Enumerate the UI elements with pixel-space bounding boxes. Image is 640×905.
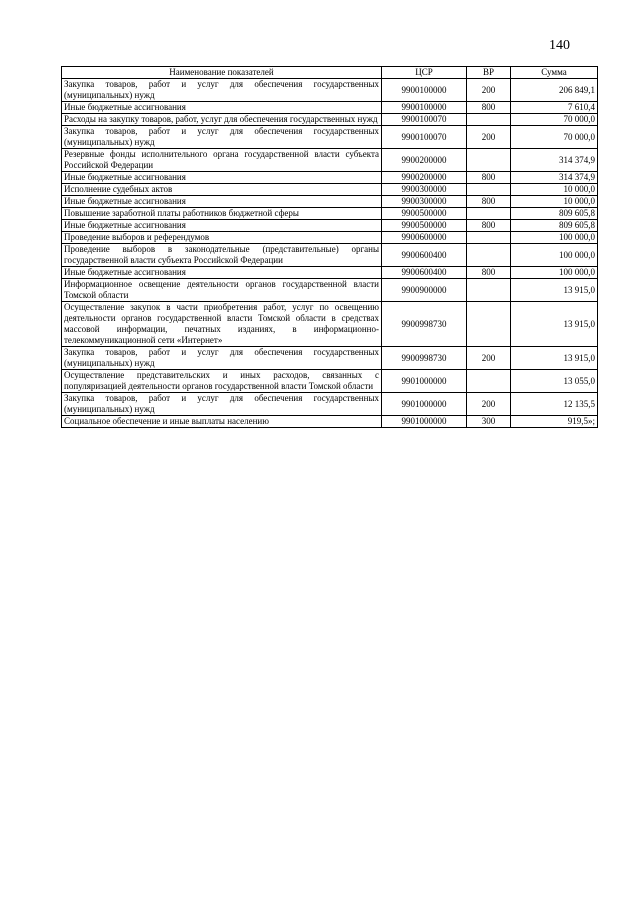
cell-csr: 9900200000	[382, 172, 467, 184]
cell-csr: 9900600400	[382, 267, 467, 279]
cell-vr: 800	[467, 196, 511, 208]
cell-sum: 206 849,1	[511, 79, 598, 102]
cell-name: Осуществление представительских и иных расходов, связанных с популяризацией деятельности органов государственной власти Томской области	[62, 370, 382, 393]
cell-sum: 809 605,8	[511, 220, 598, 232]
cell-csr: 9900100000	[382, 102, 467, 114]
cell-vr: 800	[467, 220, 511, 232]
cell-name: Исполнение судебных актов	[62, 184, 382, 196]
cell-vr: 200	[467, 393, 511, 416]
cell-sum: 70 000,0	[511, 114, 598, 126]
cell-vr: 800	[467, 267, 511, 279]
cell-sum: 100 000,0	[511, 244, 598, 267]
table-row	[62, 114, 598, 126]
header-csr: ЦСР	[382, 67, 467, 79]
cell-sum: 919,5»;	[511, 416, 598, 428]
cell-sum: 13 055,0	[511, 370, 598, 393]
cell-vr: 200	[467, 126, 511, 149]
cell-sum: 10 000,0	[511, 196, 598, 208]
table-row	[62, 302, 598, 347]
cell-name: Проведение выборов в законодательные (представительные) органы государственной власти субъекта Российской Федерации	[62, 244, 382, 267]
cell-name: Иные бюджетные ассигнования	[62, 102, 382, 114]
page-number: 140	[549, 38, 570, 53]
table-row	[62, 79, 598, 102]
cell-sum: 809 605,8	[511, 208, 598, 220]
cell-sum: 13 915,0	[511, 279, 598, 302]
cell-vr	[467, 114, 511, 126]
table-row	[62, 244, 598, 267]
cell-csr: 9900100070	[382, 114, 467, 126]
cell-sum: 13 915,0	[511, 302, 598, 347]
cell-vr	[467, 279, 511, 302]
cell-name: Иные бюджетные ассигнования	[62, 172, 382, 184]
cell-csr: 9900200000	[382, 149, 467, 172]
cell-vr: 300	[467, 416, 511, 428]
cell-csr: 9900600400	[382, 244, 467, 267]
table-row	[62, 102, 598, 114]
cell-name: Иные бюджетные ассигнования	[62, 267, 382, 279]
table-row	[62, 172, 598, 184]
table-row	[62, 149, 598, 172]
budget-table	[61, 66, 598, 428]
cell-name: Закупка товаров, работ и услуг для обеспечения государственных (муниципальных) нужд	[62, 126, 382, 149]
cell-vr: 800	[467, 102, 511, 114]
cell-vr	[467, 370, 511, 393]
cell-vr	[467, 244, 511, 267]
cell-csr: 9900100000	[382, 79, 467, 102]
table-row	[62, 416, 598, 428]
cell-csr: 9900998730	[382, 302, 467, 347]
cell-vr	[467, 208, 511, 220]
cell-csr: 9900998730	[382, 347, 467, 370]
cell-sum: 100 000,0	[511, 232, 598, 244]
cell-sum: 13 915,0	[511, 347, 598, 370]
cell-vr: 200	[467, 79, 511, 102]
table-row	[62, 220, 598, 232]
table-row	[62, 232, 598, 244]
cell-sum: 7 610,4	[511, 102, 598, 114]
cell-csr: 9901000000	[382, 370, 467, 393]
cell-name: Информационное освещение деятельности органов государственной власти Томской области	[62, 279, 382, 302]
cell-name: Осуществление закупок в части приобретения работ, услуг по освещению деятельности органов государственной власти Томской области в средствах массовой информации, печатных изданиях, в информационно-телекоммуникационной сети «Интернет»	[62, 302, 382, 347]
cell-csr: 9900100070	[382, 126, 467, 149]
cell-csr: 9900300000	[382, 184, 467, 196]
cell-sum: 100 000,0	[511, 267, 598, 279]
header-vr: ВР	[467, 67, 511, 79]
table-row	[62, 370, 598, 393]
cell-sum: 10 000,0	[511, 184, 598, 196]
cell-csr: 9901000000	[382, 416, 467, 428]
cell-vr	[467, 302, 511, 347]
cell-name: Расходы на закупку товаров, работ, услуг для обеспечения государственных нужд	[62, 114, 382, 126]
cell-name: Резервные фонды исполнительного органа государственной власти субъекта Российской Федерации	[62, 149, 382, 172]
cell-name: Закупка товаров, работ и услуг для обеспечения государственных (муниципальных) нужд	[62, 79, 382, 102]
cell-vr: 800	[467, 172, 511, 184]
cell-csr: 9900600000	[382, 232, 467, 244]
table-row	[62, 267, 598, 279]
cell-sum: 314 374,9	[511, 149, 598, 172]
header-sum: Сумма	[511, 67, 598, 79]
cell-vr	[467, 184, 511, 196]
cell-name: Закупка товаров, работ и услуг для обеспечения государственных (муниципальных) нужд	[62, 347, 382, 370]
table-row	[62, 279, 598, 302]
cell-name: Проведение выборов и референдумов	[62, 232, 382, 244]
cell-name: Иные бюджетные ассигнования	[62, 196, 382, 208]
cell-csr: 9900500000	[382, 220, 467, 232]
table-row	[62, 196, 598, 208]
cell-csr: 9900900000	[382, 279, 467, 302]
cell-name: Повышение заработной платы работников бюджетной сферы	[62, 208, 382, 220]
cell-name: Иные бюджетные ассигнования	[62, 220, 382, 232]
cell-csr: 9900300000	[382, 196, 467, 208]
table-row	[62, 347, 598, 370]
cell-csr: 9901000000	[382, 393, 467, 416]
cell-csr: 9900500000	[382, 208, 467, 220]
table-row	[62, 208, 598, 220]
cell-sum: 70 000,0	[511, 126, 598, 149]
cell-vr	[467, 232, 511, 244]
header-name: Наименование показателей	[62, 67, 382, 79]
table-header-row	[62, 67, 598, 79]
cell-name: Социальное обеспечение и иные выплаты населению	[62, 416, 382, 428]
cell-sum: 12 135,5	[511, 393, 598, 416]
table-row	[62, 126, 598, 149]
cell-name: Закупка товаров, работ и услуг для обеспечения государственных (муниципальных) нужд	[62, 393, 382, 416]
table-row	[62, 184, 598, 196]
cell-sum: 314 374,9	[511, 172, 598, 184]
cell-vr: 200	[467, 347, 511, 370]
cell-vr	[467, 149, 511, 172]
table-row	[62, 393, 598, 416]
